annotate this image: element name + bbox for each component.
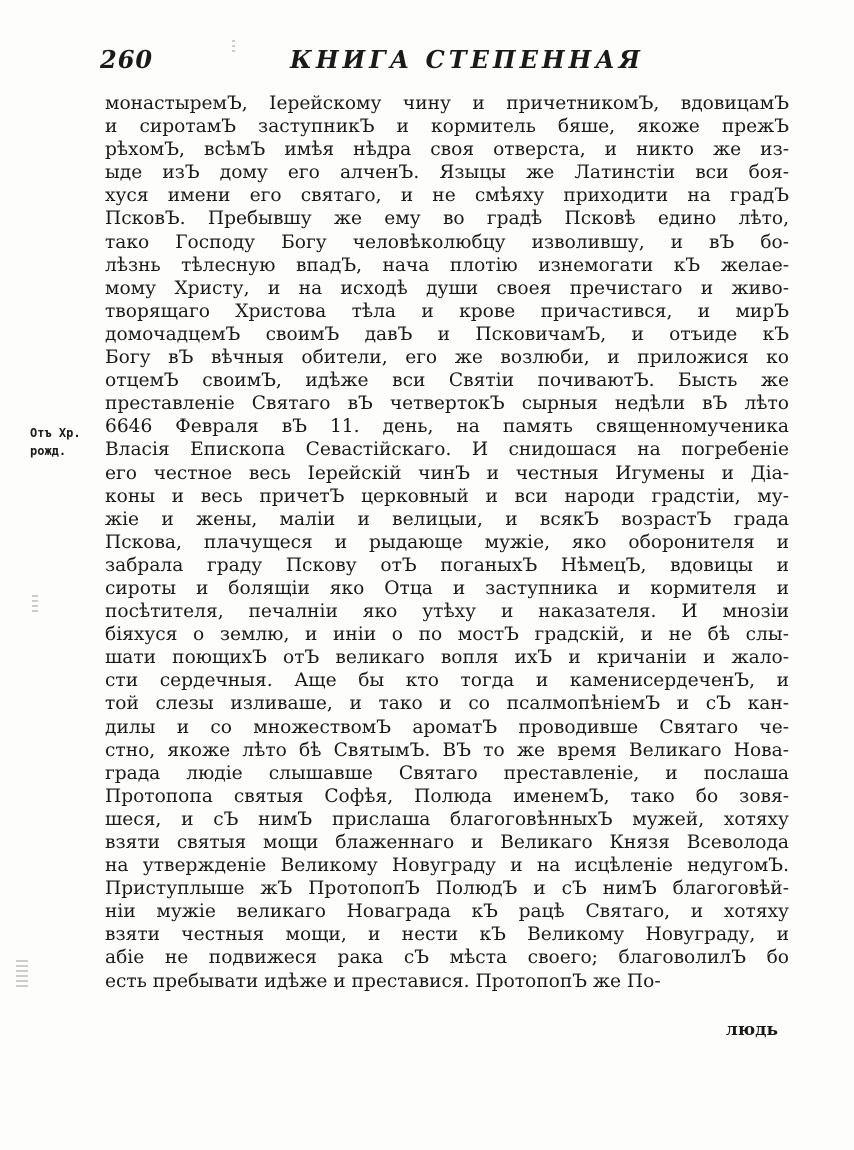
text-line: забрала граду Пскову отЪ поганыхЪ НѣмецЪ, вдовицы и xyxy=(105,554,789,576)
text-line: стно, якоже лѣто бѣ СвятымЪ. ВЪ то же время Великаго Нова- xyxy=(105,739,789,761)
text-line: тако Господу Богу человѣколюбцу изволившу, и вЪ бо- xyxy=(105,231,789,253)
text-line: ніи мужіе великаго Новаграда кЪ рацѣ Святаго, и хотяху xyxy=(105,901,789,923)
ink-blot xyxy=(16,960,28,988)
ink-blot xyxy=(32,595,38,613)
text-line: хуся имени его святаго, и не смѣяху приходити на градЪ xyxy=(105,185,789,207)
text-line: домочадцемЪ своимЪ давЪ и ПсковичамЪ, и отъиде кЪ xyxy=(105,323,789,345)
text-line: той слезы изливаше, и тако и со псалмопѣніемЪ и сЪ кан- xyxy=(105,693,789,715)
text-line: на утвержденіе Великому Новуграду и на исцѣленіе недугомЪ. xyxy=(105,855,789,877)
text-line: Приступлыше жЪ ПротопопЪ ПолюдЪ и сЪ нимЪ благоговѣй- xyxy=(105,878,789,900)
text-line: взяти честныя мощи, и нести кЪ Великому Новуграду, и xyxy=(105,924,789,946)
text-line: ПсковЪ. Пребывшу же ему во градѣ Псковѣ едино лѣто, xyxy=(105,208,789,230)
text-line: рѣхомЪ, всѣмЪ имѣя нѣдра своя отверста, и никто же из- xyxy=(105,139,789,161)
text-line: коны и весь причетЪ церковный и вси народи градстіи, му- xyxy=(105,485,789,507)
text-line: монастыремЪ, Іерейскому чину и причетникомЪ, вдовицамЪ xyxy=(105,93,789,114)
text-line: жіе и жены, маліи и велицыи, и всякЪ возрастЪ града xyxy=(105,508,789,530)
text-line: 6646 Февраля вЪ 11. день, на память священномученика xyxy=(105,416,789,438)
text-line: отцемЪ своимЪ, идѣже вси Святіи почиваютЪ. Бысть же xyxy=(105,370,789,392)
page-number: 260 xyxy=(100,45,154,74)
text-line: сироты и болящіи яко Отца и заступника и кормителя и xyxy=(105,577,789,599)
text-line: творящаго Христова тѣла и крове причастився, и мирЪ xyxy=(105,300,789,322)
text-line: его честное весь Іерейскій чинЪ и честныя Игумены и Діа- xyxy=(105,462,789,484)
text-line: шеся, и сЪ нимЪ прислаша благоговѣнныхЪ мужей, хотяху xyxy=(105,808,789,830)
catchword: людь xyxy=(725,1020,778,1040)
text-line: лѣзнь тѣлесную впадЪ, нача плотію изнемогати кЪ желае- xyxy=(105,254,789,276)
text-line: посѣтителя, печалніи яко утѣху и наказателя. И мнозіи xyxy=(105,601,789,623)
text-line: шати поющихЪ отЪ великаго вопля ихЪ и кричаніи и жало- xyxy=(105,647,789,669)
text-line: біяхуся о землю, и иніи о по мостЪ градскій, и не бѣ слы- xyxy=(105,624,789,646)
text-line: и сиротамЪ заступникЪ и кормитель бяше, якоже прежЪ xyxy=(105,116,789,138)
margin-note-line: Отъ Хр. xyxy=(30,426,81,440)
text-line: дилы и со множествомЪ ароматЪ проводивше Святаго че- xyxy=(105,716,789,738)
text-line: абіе не подвижеся рака сЪ мѣста своего; благоволилЪ бо xyxy=(105,947,789,969)
text-line: преставленіе Святаго вЪ четвертокЪ сырныя недѣли вЪ лѣто xyxy=(105,393,789,415)
text-line: Пскова, плачущеся и рыдающе мужіе, яко оборонителя и xyxy=(105,531,789,553)
running-title: КНИГА СТЕПЕННАЯ xyxy=(290,45,644,74)
text-line: сти сердечныя. Аще бы кто тогда и каменисердеченЪ, и xyxy=(105,670,789,692)
text-line: Богу вЪ вѣчныя обители, его же возлюби, и приложися ко xyxy=(105,347,789,369)
text-line: мому Христу, и на исходѣ души своея пречистаго и живо- xyxy=(105,277,789,299)
ink-blot xyxy=(232,40,235,52)
margin-note xyxy=(30,424,81,460)
text-line: града людіе слышавше Святаго преставленіе, и послаша xyxy=(105,762,789,784)
text-line: взяти святыя мощи блаженнаго и Великаго Князя Всеволода xyxy=(105,832,789,853)
text-line: Власія Епископа Севастійскаго. И снидошася на погребеніе xyxy=(105,439,789,461)
margin-note-line: рожд. xyxy=(30,444,67,458)
body-text xyxy=(105,92,789,993)
text-line: есть пребывати идѣже и преставися. ПротопопЪ же По- xyxy=(105,970,661,992)
text-line: Протопопа святыя Софѣя, Полюда именемЪ, тако бо зовя- xyxy=(105,785,789,807)
text-line: ыде изЪ дому его алченЪ. Языцы же Латинстіи вси боя- xyxy=(105,162,789,184)
